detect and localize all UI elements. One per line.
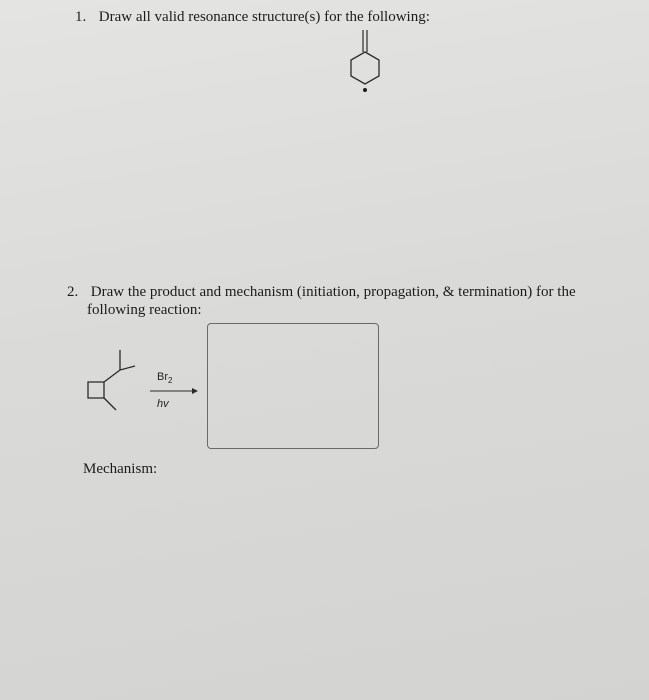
question-1-number: 1.: [75, 9, 87, 25]
question-2: [67, 283, 607, 319]
question-2-line-1: Draw the product and mechanism (initiation, propagation, & termination) for the: [90, 284, 576, 300]
mechanism-label: Mechanism:: [83, 461, 158, 477]
product-answer-box[interactable]: [207, 323, 379, 449]
radical-structure-drawing: [340, 24, 390, 100]
question-2-number: 2.: [67, 284, 79, 300]
reagent-light: hv: [157, 398, 169, 410]
question-1-text: Draw all valid resonance structure(s) for the following:: [98, 9, 430, 25]
reagent-bromine: $Br_2$: [157, 371, 173, 386]
reaction-arrow: [150, 384, 200, 398]
question-2-line-2: following reaction:: [87, 302, 202, 318]
reactant-structure-drawing: [82, 342, 144, 418]
